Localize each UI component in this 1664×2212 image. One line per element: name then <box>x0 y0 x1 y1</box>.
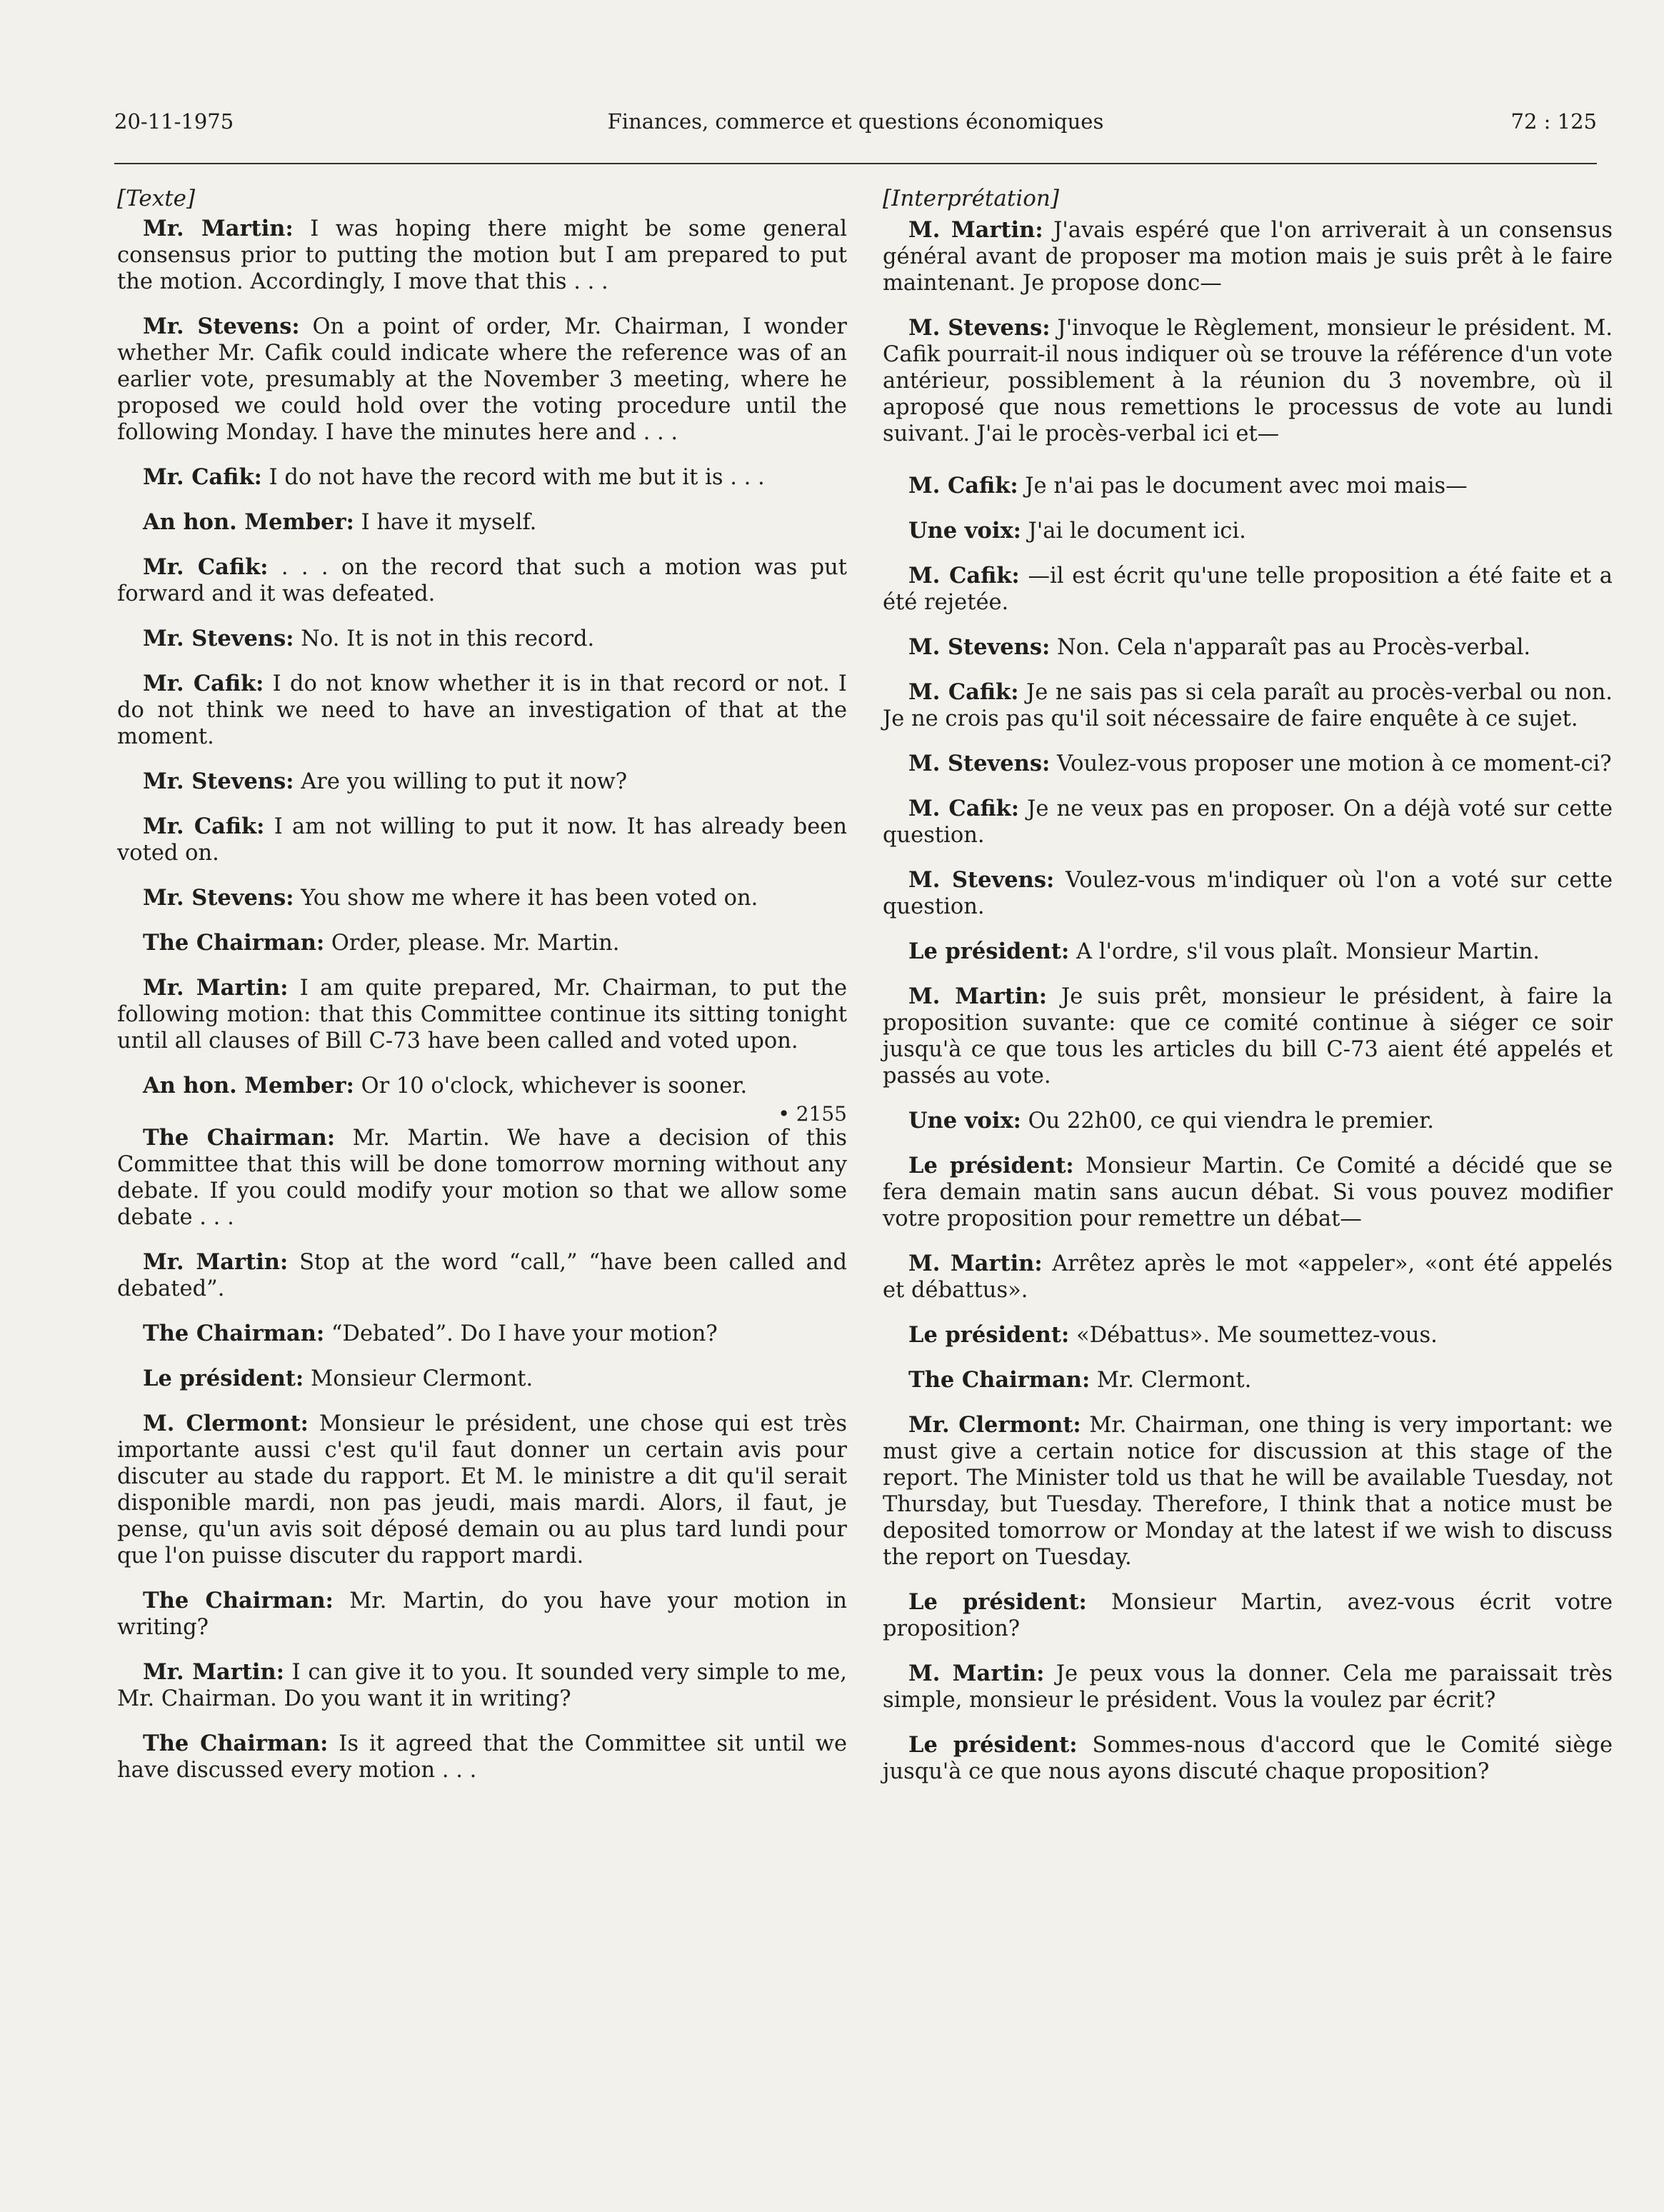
header-page-number: 72 : 125 <box>1510 109 1597 134</box>
speech-paragraph <box>883 1732 1613 1785</box>
speech-text: Voulez-vous m'indiquer où l'on a voté sur cette question. <box>883 868 1613 919</box>
speech-text: “Debated”. Do I have your motion? <box>324 1321 718 1346</box>
speaker-name: M. Stevens: <box>908 634 1051 660</box>
speech-text: —il est écrit qu'une telle proposition a été faite et a été rejetée. <box>883 564 1613 615</box>
speech-text: Non. Cela n'apparaît pas au Procès-verbal. <box>1050 635 1531 660</box>
speech-text: You show me where it has been voted on. <box>294 886 758 911</box>
speaker-name: M. Martin: <box>908 1661 1045 1686</box>
speech-paragraph <box>883 1251 1613 1303</box>
speech-paragraph <box>883 984 1613 1089</box>
speech-text: Stop at the word “call,” “have been called and debated”. <box>117 1250 847 1301</box>
paragraph-list <box>117 216 847 1783</box>
speech-paragraph <box>117 464 847 491</box>
speech-paragraph <box>117 1073 847 1099</box>
speech-paragraph <box>883 1661 1613 1713</box>
speaker-name: Le président: <box>143 1366 304 1391</box>
speech-paragraph <box>117 1659 847 1712</box>
speaker-name: Mr. Martin: <box>143 1249 289 1275</box>
speaker-name: M. Cafik: <box>908 473 1018 499</box>
speech-text: I do not know whether it is in that record or not. I do not think we need to have an investigation of that at the moment. <box>117 671 847 749</box>
speaker-name: The Chairman: <box>143 1588 334 1613</box>
speech-paragraph <box>117 671 847 750</box>
speech-text: Monsieur Clermont. <box>304 1366 533 1391</box>
speaker-name: Mr. Stevens: <box>143 769 294 794</box>
speech-text: I do not have the record with me but it is . . . <box>261 465 765 490</box>
speech-text: Is it agreed that the Committee sit until we have discussed every motion . . . <box>117 1731 848 1783</box>
speech-text: J'invoque le Règlement, monsieur le président. M. Cafik pourrait-il nous indiquer où se trouve la référence d'un vote antérieur, possiblement à la réunion du 3 novembre, où il aproposé que nous remettions le processus de vote au lundi suivant. J'ai le procès-verbal ici et— <box>883 316 1613 446</box>
speech-paragraph <box>883 796 1613 849</box>
speaker-name: Mr. Cafik: <box>143 554 269 580</box>
speech-paragraph <box>117 975 847 1054</box>
speech-paragraph <box>883 939 1613 965</box>
speaker-name: Le président: <box>908 1322 1070 1348</box>
speech-text: Monsieur Martin. Ce Comité a décidé que se fera demain matin sans aucun débat. Si vous pouvez modifier votre proposition pour remettre un débat— <box>883 1153 1613 1231</box>
paragraph-list <box>883 217 1613 1785</box>
speech-paragraph <box>117 509 847 536</box>
speech-text: Mr. Martin, do you have your motion in writing? <box>117 1588 848 1640</box>
speaker-name: Mr. Martin: <box>143 975 289 1001</box>
speaker-name: Une voix: <box>908 1108 1021 1133</box>
speech-paragraph <box>883 518 1613 544</box>
speaker-name: Mr. Clermont: <box>908 1412 1081 1438</box>
speaker-name: Mr. Martin: <box>143 1659 284 1685</box>
speaker-name: M. Cafik: <box>908 563 1020 589</box>
header-date: 20-11-1975 <box>114 109 234 134</box>
speaker-name: M. Martin: <box>908 217 1043 243</box>
speaker-name: The Chairman: <box>143 930 325 956</box>
speech-paragraph <box>883 1412 1613 1571</box>
speech-text: Mr. Clermont. <box>1090 1368 1252 1393</box>
speaker-name: The Chairman: <box>143 1321 325 1346</box>
speech-text: Are you willing to put it now? <box>294 769 628 794</box>
speech-paragraph <box>883 634 1613 661</box>
speech-text: Je suis prêt, monsieur le président, à faire la proposition suvante: que ce comité continue à siéger ce soir jusqu'à ce que tous les articles du bill C-73 aient été appelés et passés au vote. <box>883 984 1613 1089</box>
speech-paragraph <box>117 1125 847 1231</box>
speaker-name: M. Stevens: <box>908 751 1051 776</box>
speech-paragraph <box>883 1153 1613 1232</box>
speech-text: Je ne sais pas si cela paraît au procès-verbal ou non. Je ne crois pas qu'il soit nécessaire de faire enquête à ce sujet. <box>883 680 1613 731</box>
page-header <box>114 107 1597 143</box>
speech-paragraph <box>117 314 847 446</box>
speech-text: I am not willing to put it now. It has already been voted on. <box>117 814 847 866</box>
speech-text: A l'ordre, s'il vous plaît. Monsieur Martin. <box>1069 939 1540 964</box>
speech-paragraph <box>883 1367 1613 1393</box>
speaker-name: Mr. Cafik: <box>143 814 265 839</box>
speaker-name: M. Clermont: <box>143 1411 309 1436</box>
speaker-name: Mr. Stevens: <box>143 314 300 339</box>
speech-paragraph <box>117 885 847 911</box>
speech-text: I am quite prepared, Mr. Chairman, to put the following motion: that this Committee continue its sitting tonight until all clauses of Bill C-73 have been called and voted upon. <box>117 976 847 1054</box>
speech-text: Voulez-vous proposer une motion à ce moment-ci? <box>1050 751 1612 776</box>
speaker-name: An hon. Member: <box>143 509 354 535</box>
speech-paragraph <box>883 1108 1613 1134</box>
speech-text: Je n'ai pas le document avec moi mais— <box>1018 474 1468 499</box>
speech-paragraph <box>883 679 1613 732</box>
column-label: [Texte] <box>117 186 196 211</box>
speech-paragraph <box>117 1588 847 1641</box>
speech-text: Sommes-nous d'accord que le Comité siège jusqu'à ce que nous ayons discuté chaque proposition? <box>883 1733 1613 1784</box>
speech-text: I have it myself. <box>354 510 537 535</box>
speech-paragraph <box>117 1249 847 1302</box>
speech-text: Je peux vous la donner. Cela me paraissait très simple, monsieur le président. Vous la voulez par écrit? <box>883 1661 1613 1713</box>
speaker-name: Mr. Cafik: <box>143 464 262 490</box>
speech-paragraph <box>117 1366 847 1392</box>
speech-text: Mr. Martin. We have a decision of this Committee that this will be done tomorrow morning without any debate. If you could modify your motion so that we allow some debate . . . <box>117 1126 847 1230</box>
speaker-name: Mr. Stevens: <box>143 626 294 651</box>
speaker-name: Le président: <box>908 1589 1087 1615</box>
speech-paragraph <box>883 563 1613 616</box>
time-marker: • 2155 <box>778 1102 847 1126</box>
speaker-name: The Chairman: <box>908 1367 1091 1393</box>
speaker-name: Le président: <box>908 1153 1074 1178</box>
speaker-name: Le président: <box>908 939 1070 964</box>
speaker-name: Mr. Stevens: <box>143 885 294 911</box>
speech-text: Order, please. Mr. Martin. <box>324 931 620 956</box>
speech-text: Monsieur le président, une chose qui est très importante aussi c'est qu'il faut donner un certain avis pour discuter au stade du rapport. Et M. le ministre a dit qu'il serait disponible mardi, non pas jeudi, mais mardi. Alors, il faut, je pense, qu'un avis soit déposé demain ou au plus tard lundi pour que l'on puisse discuter du rapport mardi. <box>117 1411 847 1568</box>
column-label: [Interprétation] <box>883 186 1059 211</box>
speaker-name: Mr. Martin: <box>143 216 294 241</box>
speech-text: I can give it to you. It sounded very simple to me, Mr. Chairman. Do you want it in writing? <box>117 1660 847 1711</box>
speaker-name: M. Cafik: <box>908 679 1019 705</box>
speech-paragraph <box>117 814 847 866</box>
speaker-name: M. Martin: <box>908 984 1047 1009</box>
french-column <box>883 184 1613 1803</box>
speech-text: I was hoping there might be some general consensus prior to putting the motion but I am prepared to put the motion. Accordingly, I move that this . . . <box>117 216 847 294</box>
speech-paragraph <box>117 1411 847 1569</box>
speaker-name: Une voix: <box>908 518 1021 544</box>
speaker-name: Mr. Cafik: <box>143 671 264 696</box>
speaker-name: M. Stevens: <box>908 867 1055 893</box>
header-title: Finances, commerce et questions économiques <box>607 109 1104 134</box>
speaker-name: M. Stevens: <box>908 315 1051 341</box>
speech-text: On a point of order, Mr. Chairman, I wonder whether Mr. Cafik could indicate where the reference was of an earlier vote, presumably at the November 3 meeting, where he proposed we could hold over the voting procedure until the following Monday. I have the minutes here and . . . <box>117 314 847 445</box>
speech-paragraph <box>883 751 1613 777</box>
speech-paragraph <box>883 1322 1613 1348</box>
speech-text: «Débattus». Me soumettez-vous. <box>1069 1323 1438 1348</box>
speech-text: Or 10 o'clock, whichever is sooner. <box>354 1074 748 1099</box>
speech-paragraph <box>883 867 1613 920</box>
speech-text: No. It is not in this record. <box>294 626 595 651</box>
speech-paragraph <box>117 1731 847 1783</box>
speech-paragraph <box>117 930 847 956</box>
speech-paragraph <box>117 554 847 607</box>
speech-text: J'ai le document ici. <box>1021 519 1246 544</box>
english-column <box>117 184 847 1802</box>
speech-text: . . . on the record that such a motion was put forward and it was defeated. <box>117 555 847 606</box>
speaker-name: An hon. Member: <box>143 1073 354 1099</box>
speech-paragraph <box>117 626 847 652</box>
speech-paragraph <box>883 1589 1613 1642</box>
speech-text: J'avais espéré que l'on arriverait à un consensus général avant de proposer ma motion mais je suis prêt à le faire maintenant. Je propose donc— <box>883 218 1613 296</box>
speaker-name: Le président: <box>908 1732 1078 1758</box>
speaker-name: M. Cafik: <box>908 796 1020 821</box>
speech-paragraph <box>883 217 1613 296</box>
speech-paragraph <box>117 769 847 795</box>
speech-text: Je ne veux pas en proposer. On a déjà voté sur cette question. <box>883 796 1613 848</box>
speech-paragraph <box>883 473 1613 499</box>
speech-text: Monsieur Martin, avez-vous écrit votre proposition? <box>883 1590 1613 1641</box>
speech-text: Arrêtez après le mot «appeler», «ont été appelés et débattus». <box>883 1251 1613 1303</box>
header-rule <box>114 163 1597 164</box>
speech-paragraph <box>883 315 1613 447</box>
speech-text: Ou 22h00, ce qui viendra le premier. <box>1021 1108 1435 1133</box>
speech-paragraph <box>117 216 847 295</box>
speech-paragraph <box>117 1321 847 1347</box>
speech-text: Mr. Chairman, one thing is very important: we must give a certain notice for discussion at this stage of the report. The Minister told us that he will be available Tuesday, not Thursday, but Tuesday. Therefore, I think that a notice must be deposited tomorrow or Monday at the latest if we wish to discuss the report on Tuesday. <box>883 1413 1613 1570</box>
speaker-name: The Chairman: <box>143 1731 329 1756</box>
speaker-name: M. Martin: <box>908 1251 1043 1276</box>
speaker-name: The Chairman: <box>143 1125 336 1151</box>
